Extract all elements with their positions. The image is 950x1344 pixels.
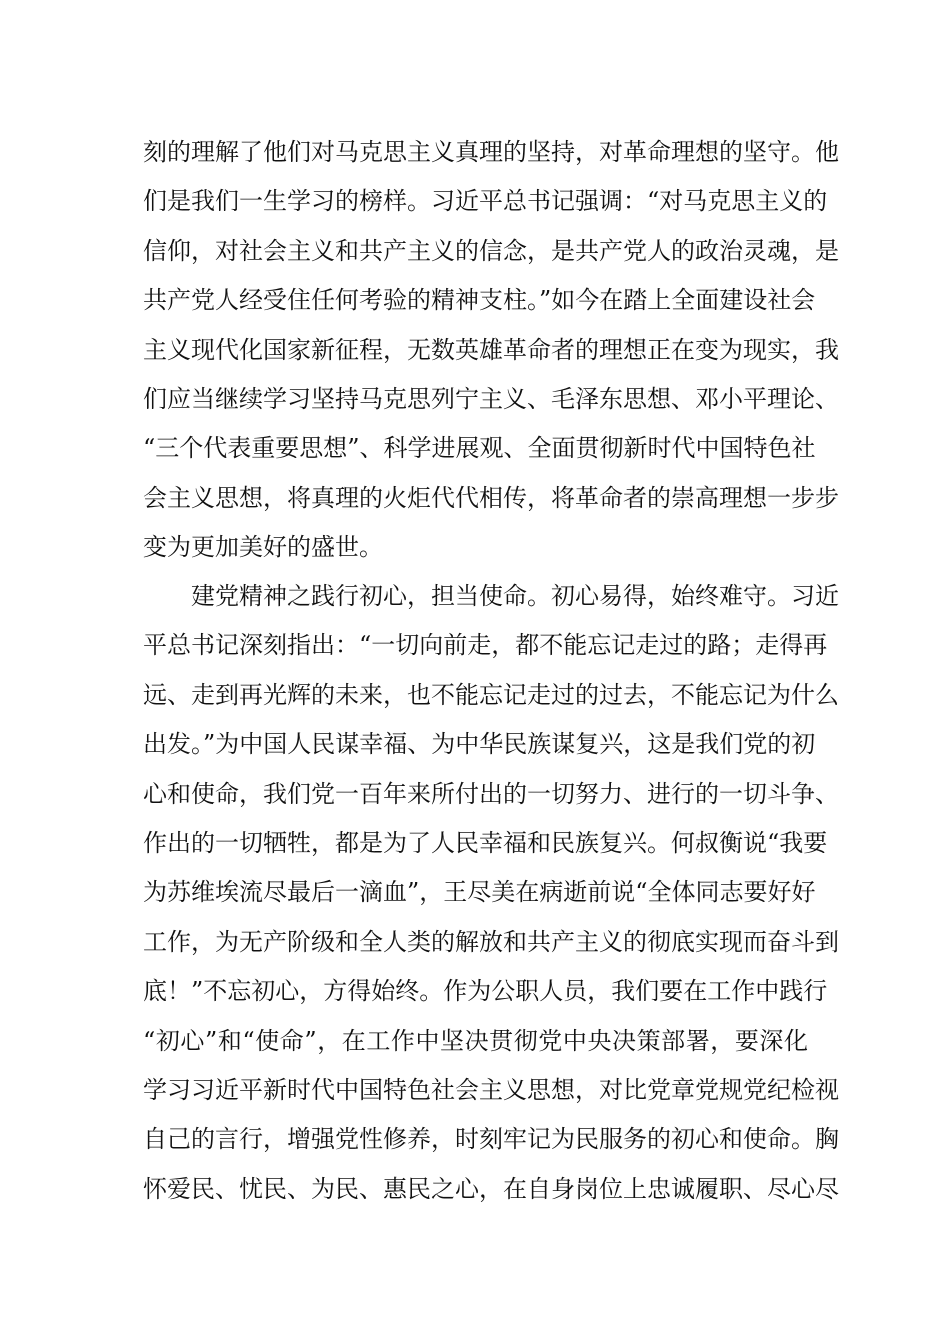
paragraph-2-line: 底！”不忘初心，方得始终。作为公职人员，我们要在工作中践行 <box>143 977 828 1006</box>
paragraph-2-line: 出发。”为中国人民谋幸福、为中华民族谋复兴，这是我们党的初 <box>143 730 816 759</box>
paragraph-2-line: 远、走到再光辉的未来，也不能忘记走过的过去，不能忘记为什么 <box>143 680 839 709</box>
paragraph-1-line: 主义现代化国家新征程，无数英雄革命者的理想正在变为现实，我 <box>143 335 839 364</box>
paragraph-1-line: 们应当继续学习坚持马克思列宁主义、毛泽东思想、邓小平理论、 <box>143 384 839 413</box>
paragraph-2-line: “初心”和“使命”，在工作中坚决贯彻党中央决策部署，要深化 <box>143 1026 808 1055</box>
paragraph-1-line: “三个代表重要思想”、科学进展观、全面贯彻新时代中国特色社 <box>143 434 816 463</box>
paragraph-1 <box>143 128 839 573</box>
paragraph-1-line: 变为更加美好的盛世。 <box>143 533 383 562</box>
paragraph-1-line: 会主义思想，将真理的火炬代代相传，将革命者的崇高理想一步步 <box>143 483 839 512</box>
paragraph-1-line: 刻的理解了他们对马克思主义真理的坚持，对革命理想的坚守。他 <box>143 138 839 166</box>
paragraph-1-line: 共产党人经受住任何考验的精神支柱。”如今在踏上全面建设社会 <box>143 286 816 315</box>
paragraph-2-line: 自己的言行，增强党性修养，时刻牢记为民服务的初心和使命。胸 <box>143 1125 839 1154</box>
paragraph-2-line: 心和使命，我们党一百年来所付出的一切努力、进行的一切斗争、 <box>143 779 839 808</box>
paragraph-2-line: 怀爱民、忧民、为民、惠民之心，在自身岗位上忠诚履职、尽心尽 <box>143 1174 839 1203</box>
paragraph-2-line: 工作，为无产阶级和全人类的解放和共产主义的彻底实现而奋斗到 <box>143 927 839 956</box>
paragraph-2-line: 平总书记深刻指出：“一切向前走，都不能忘记走过的路；走得再 <box>143 631 828 660</box>
paragraph-1-line: 们是我们一生学习的榜样。习近平总书记强调：“对马克思主义的 <box>143 187 828 216</box>
paragraph-2-line: 建党精神之践行初心，担当使命。初心易得，始终难守。习近 <box>191 582 839 610</box>
paragraph-2-line: 为苏维埃流尽最后一滴血”，王尽美在病逝前说“全体同志要好好 <box>143 878 816 907</box>
paragraph-2 <box>143 572 839 1214</box>
paragraph-1-line: 信仰，对社会主义和共产主义的信念，是共产党人的政治灵魂，是 <box>143 236 839 265</box>
paragraph-2-line: 学习习近平新时代中国特色社会主义思想，对比党章党规党纪检视 <box>143 1075 839 1104</box>
paragraph-2-line: 作出的一切牺牲，都是为了人民幸福和民族复兴。何叔衡说“我要 <box>143 828 828 857</box>
